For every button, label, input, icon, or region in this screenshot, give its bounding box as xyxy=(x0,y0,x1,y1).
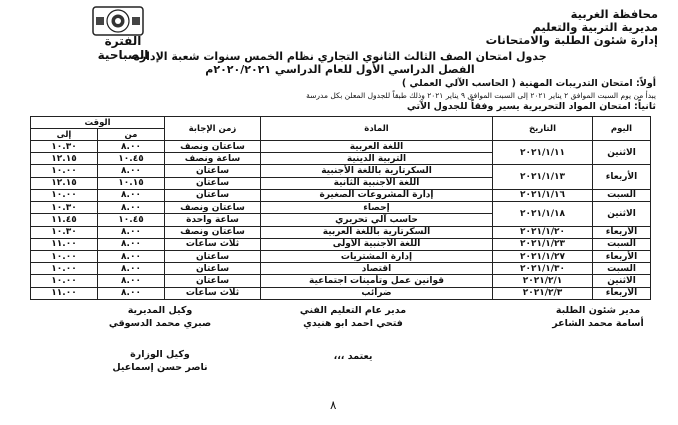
issuer-header xyxy=(408,8,658,47)
header-from: من xyxy=(98,129,165,141)
cell-from: ٨.٠٠ xyxy=(98,287,165,299)
deputy-directorate-title: وكيل المديرية xyxy=(127,305,193,316)
cell-date: ٢٠٢١/٢/١ xyxy=(493,275,593,287)
table-row xyxy=(31,238,651,250)
table-row xyxy=(31,226,651,238)
governorate: محافظة الغربية xyxy=(570,7,658,21)
cell-subject: اللغة العربية xyxy=(261,141,493,153)
header-to: إلى xyxy=(31,129,98,141)
cell-from: ٨.٠٠ xyxy=(98,238,165,250)
title-line-1: جدول امتحان الصف الثالث الثانوي التجاري نظام الخمس سنوات شعبة الإدارة xyxy=(133,50,547,63)
cell-subject: اقتصاد xyxy=(261,263,493,275)
section-first-note: يبدأ من يوم السبت الموافق ٢ يناير ٢٠٢١ إلى السبت الموافق ٩ يناير ٢٠٢١ وذلك طبقاً للجدول المعلن بكل مدرسة xyxy=(306,91,656,100)
cell-duration: ساعتان xyxy=(165,177,261,189)
signature-education-director xyxy=(278,304,428,330)
ministry-seal-icon xyxy=(92,6,144,36)
cell-to: ١٢.١٥ xyxy=(31,177,98,189)
table-row xyxy=(31,287,651,299)
students-affairs-name: أسامة محمد الشاعر xyxy=(552,318,644,329)
cell-duration: ساعتان ونصف xyxy=(165,226,261,238)
cell-from: ٨.٠٠ xyxy=(98,141,165,153)
cell-date: ٢٠٢١/١/٢٧ xyxy=(493,250,593,262)
cell-subject: حاسب آلي تحريري xyxy=(261,214,493,226)
cell-day: الأربعاء xyxy=(593,165,651,189)
cell-date: ٢٠٢١/١/١٦ xyxy=(493,189,593,201)
cell-subject: السكرتارية باللغة العربية xyxy=(261,226,493,238)
shift-label: الفترة الصباحية xyxy=(97,34,149,62)
cell-from: ٨.٠٠ xyxy=(98,165,165,177)
cell-duration: ساعتان xyxy=(165,250,261,262)
cell-to: ١٠.٠٠ xyxy=(31,165,98,177)
cell-date: ٢٠٢١/١/١٣ xyxy=(493,165,593,189)
cell-day: السبت xyxy=(593,189,651,201)
cell-day: الأربعاء xyxy=(593,250,651,262)
cell-to: ١٠.٣٠ xyxy=(31,226,98,238)
cell-subject: قوانين عمل وتأمينات اجتماعية xyxy=(261,275,493,287)
cell-subject: السكرتارية باللغة الأجنبية xyxy=(261,165,493,177)
cell-subject: إحصاء xyxy=(261,202,493,214)
cell-to: ١٠.٣٠ xyxy=(31,141,98,153)
cell-duration: ساعتان xyxy=(165,189,261,201)
cell-day: الاثنين xyxy=(593,275,651,287)
cell-date: ٢٠٢١/١/١٨ xyxy=(493,202,593,226)
cell-duration: ساعة واحدة xyxy=(165,214,261,226)
cell-from: ١٠.١٥ xyxy=(98,177,165,189)
cell-date: ٢٠٢١/١/٣٠ xyxy=(493,263,593,275)
table-row xyxy=(31,189,651,201)
table-row xyxy=(31,141,651,153)
cell-to: ١١.٤٥ xyxy=(31,214,98,226)
cell-duration: ساعة ونصف xyxy=(165,153,261,165)
cell-to: ١٠.٠٠ xyxy=(31,250,98,262)
cell-from: ٨.٠٠ xyxy=(98,275,165,287)
cell-date: ٢٠٢١/١/١١ xyxy=(493,141,593,165)
cell-from: ١٠.٤٥ xyxy=(98,214,165,226)
cell-duration: ساعتان xyxy=(165,165,261,177)
table-row xyxy=(31,165,651,177)
cell-day: الأربعاء xyxy=(593,287,651,299)
header-day: اليوم xyxy=(593,117,651,141)
education-director-name: فتحي احمد ابو هنيدي xyxy=(303,318,403,329)
header-duration: زمن الإجابة xyxy=(165,117,261,141)
page-number: ٨ xyxy=(330,398,337,412)
cell-day: الأربعاء xyxy=(593,226,651,238)
cell-to: ١٢.١٥ xyxy=(31,153,98,165)
cell-duration: ساعتان ونصف xyxy=(165,202,261,214)
cell-from: ٨.٠٠ xyxy=(98,250,165,262)
cell-date: ٢٠٢١/١/٢٣ xyxy=(493,238,593,250)
signature-deputy-directorate xyxy=(80,304,240,330)
cell-to: ١٠.٠٠ xyxy=(31,275,98,287)
cell-date: ٢٠٢١/٢/٣ xyxy=(493,287,593,299)
table-header-row xyxy=(31,117,651,129)
cell-to: ١٠.٠٠ xyxy=(31,189,98,201)
section-first: أولاً: امتحان التدريبات المهنية ( الحاسب الآلي العملي ) xyxy=(401,78,656,89)
education-director-title: مدير عام التعليم الفني xyxy=(299,305,407,316)
title-line-2: الفصل الدراسي الأول للعام الدراسي ٢٠٢٠/٢٠٢١م xyxy=(205,63,475,76)
deputy-directorate-name: صبري محمد الدسوقي xyxy=(108,318,212,329)
header-time: الوقت xyxy=(31,117,165,129)
header-date: التاريخ xyxy=(493,117,593,141)
signature-students-affairs xyxy=(538,304,658,330)
cell-from: ٨.٠٠ xyxy=(98,226,165,238)
cell-to: ١٠.٠٠ xyxy=(31,263,98,275)
schedule-table xyxy=(30,116,651,300)
cell-duration: ساعتان xyxy=(165,275,261,287)
cell-subject: التربية الدينية xyxy=(261,153,493,165)
cell-duration: ساعتان ونصف xyxy=(165,141,261,153)
cell-subject: ضرائب xyxy=(261,287,493,299)
table-row xyxy=(31,263,651,275)
cell-from: ٨.٠٠ xyxy=(98,263,165,275)
cell-day: السبت xyxy=(593,238,651,250)
cell-to: ١١.٠٠ xyxy=(31,238,98,250)
section-second: ثانياً: امتحان المواد التحريرية يسير وفقاً للجدول الآتي xyxy=(406,101,656,112)
department: إدارة شئون الطلبة والامتحانات xyxy=(485,33,658,47)
deputy-ministry-title: وكيل الوزارة xyxy=(130,349,190,360)
cell-from: ١٠.٤٥ xyxy=(98,153,165,165)
cell-from: ٨.٠٠ xyxy=(98,202,165,214)
signature-deputy-ministry xyxy=(80,348,240,374)
table-row xyxy=(31,250,651,262)
cell-subject: اللغة الأجنبية الثانية xyxy=(261,177,493,189)
header-subject: المادة xyxy=(261,117,493,141)
cell-day: الاثنين xyxy=(593,202,651,226)
cell-day: السبت xyxy=(593,263,651,275)
students-affairs-title: مدير شئون الطلبة xyxy=(555,305,641,316)
cell-from: ٨.٠٠ xyxy=(98,189,165,201)
deputy-ministry-name: ناصر حسن إسماعيل xyxy=(112,362,208,373)
directorate: مديرية التربية والتعليم xyxy=(532,20,658,34)
cell-subject: إدارة المشروعات الصغيرة xyxy=(261,189,493,201)
cell-subject: اللغة الأجنبية الأولى xyxy=(261,238,493,250)
approve-label: يعتمد ،،، xyxy=(333,351,373,362)
cell-date: ٢٠٢١/١/٢٠ xyxy=(493,226,593,238)
cell-duration: ثلاث ساعات xyxy=(165,287,261,299)
table-row xyxy=(31,202,651,214)
cell-to: ١٠.٣٠ xyxy=(31,202,98,214)
cell-duration: ساعتان xyxy=(165,263,261,275)
table-row xyxy=(31,275,651,287)
cell-to: ١١.٠٠ xyxy=(31,287,98,299)
cell-subject: إدارة المشتريات xyxy=(261,250,493,262)
cell-duration: ثلاث ساعات xyxy=(165,238,261,250)
document-title xyxy=(60,50,620,76)
cell-day: الاثنين xyxy=(593,141,651,165)
